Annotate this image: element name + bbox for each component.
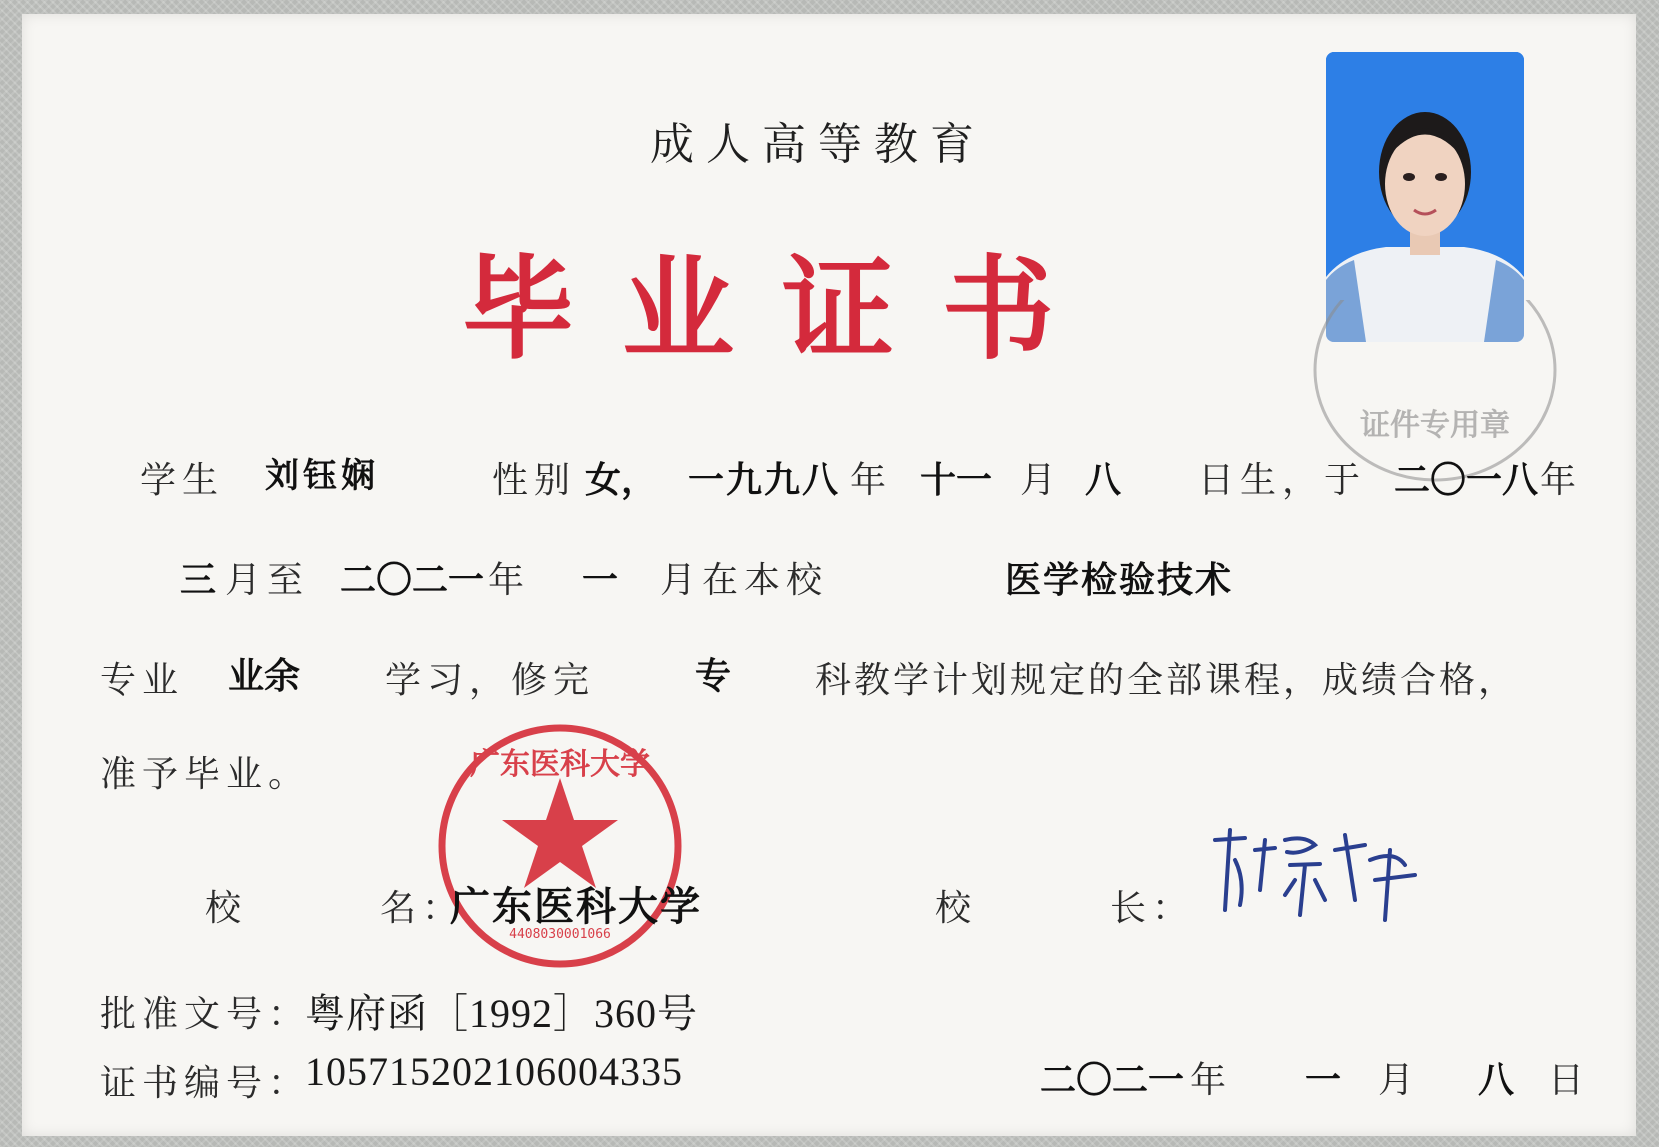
- start-year-char: 年: [1540, 460, 1583, 501]
- birth-month: 十一: [920, 460, 993, 501]
- school-name: 广东医科大学: [450, 884, 702, 930]
- gender-label: 性别: [492, 460, 577, 501]
- study-text: 学习，修完: [385, 660, 596, 701]
- approval-label: 批准文号：: [100, 994, 311, 1035]
- issue-day: 八: [1478, 1060, 1515, 1101]
- photo-seal-text: 证件专用章: [1360, 408, 1510, 443]
- end-year-char: 年: [488, 560, 531, 601]
- school-seal-text: 广东医科大学: [470, 747, 650, 782]
- month-to: 月至: [225, 560, 310, 601]
- level: 专: [695, 656, 732, 697]
- president-label-2: 长：: [1110, 888, 1195, 929]
- study-mode: 业余: [228, 656, 301, 697]
- certificate-category: 成人高等教育: [650, 119, 986, 170]
- president-label-1: 校: [935, 888, 978, 929]
- school-seal: [430, 716, 690, 976]
- issue-month: 一: [1305, 1060, 1342, 1101]
- start-month: 三: [180, 560, 217, 601]
- issue-day-char: 日: [1548, 1060, 1591, 1101]
- issue-year-char: 年: [1190, 1060, 1233, 1101]
- student-photo: [1326, 52, 1524, 342]
- birth-year-char: 年: [850, 460, 893, 501]
- gender-value: 女，: [585, 460, 658, 501]
- issue-month-char: 月: [1378, 1060, 1421, 1101]
- start-year: 二〇一八: [1394, 460, 1539, 501]
- school-seal-number: 4408030001066: [509, 927, 611, 942]
- course-text: 科教学计划规定的全部课程，成绩合格，: [815, 660, 1518, 701]
- cert-no-label: 证书编号：: [100, 1063, 311, 1104]
- birth-month-char: 月: [1020, 460, 1063, 501]
- born-text: 日生，于: [1198, 460, 1367, 501]
- president-signature: [1205, 820, 1425, 930]
- student-label: 学生: [140, 460, 225, 501]
- birth-year: 一九九八: [688, 460, 841, 501]
- major-label: 专业: [100, 660, 185, 701]
- graduation-text: 准予毕业。: [100, 754, 311, 795]
- school-label-1: 校: [205, 888, 248, 929]
- end-year: 二〇二一: [340, 560, 485, 601]
- in-school-text: 月在本校: [660, 560, 829, 601]
- issue-year: 二〇二一: [1040, 1060, 1185, 1101]
- approval-number: 粤府函［1992］360号: [305, 991, 698, 1036]
- birth-day: 八: [1085, 460, 1122, 501]
- end-month: 一: [582, 560, 619, 601]
- student-name: 刘钰娴: [265, 456, 379, 496]
- school-label-2: 名：: [380, 888, 465, 929]
- cert-number: 105715202106004335: [305, 1049, 683, 1094]
- major-name: 医学检验技术: [1005, 560, 1234, 601]
- certificate-title: 毕业证书: [462, 245, 1102, 375]
